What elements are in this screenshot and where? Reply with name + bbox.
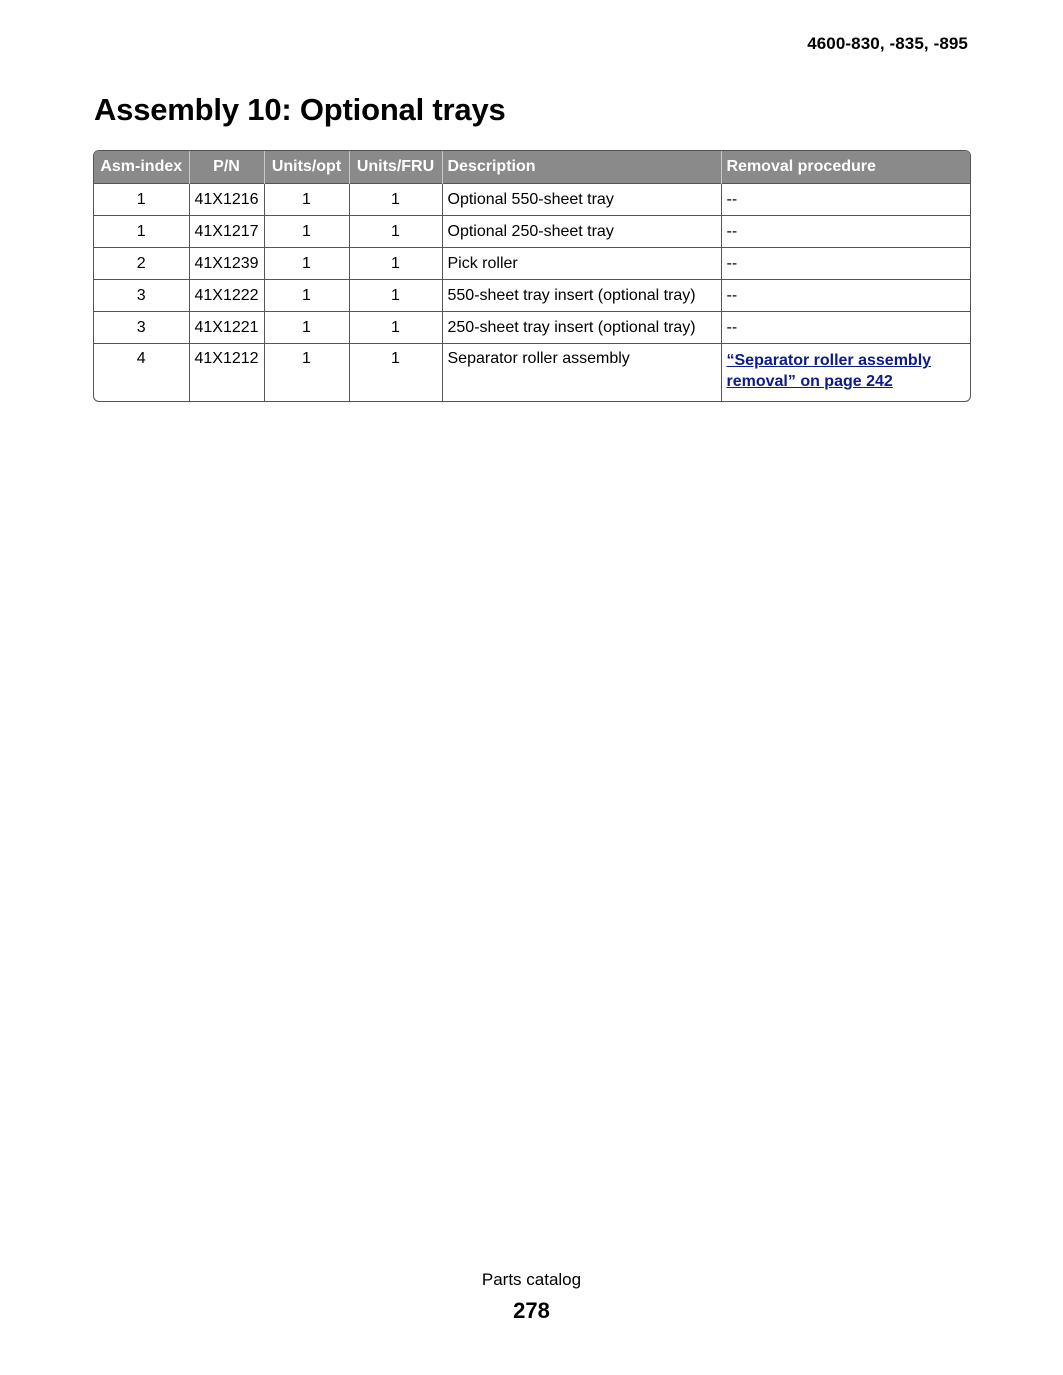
units-fru-cell: 1: [349, 248, 442, 280]
asm-index-cell: 1: [94, 184, 189, 216]
pn-cell: 41X1217: [189, 216, 264, 248]
units-fru-cell: 1: [349, 344, 442, 402]
description-cell: Separator roller assembly: [442, 344, 721, 402]
removal-cell: --: [721, 248, 970, 280]
table-row: [94, 344, 970, 402]
table-row: [94, 280, 970, 312]
column-header-pn: P/N: [189, 151, 264, 184]
removal-cell: --: [721, 312, 970, 344]
asm-index-cell: 1: [94, 216, 189, 248]
pn-cell: 41X1222: [189, 280, 264, 312]
pn-cell: 41X1239: [189, 248, 264, 280]
table-row: [94, 216, 970, 248]
description-cell: 250-sheet tray insert (optional tray): [442, 312, 721, 344]
units-opt-cell: 1: [264, 248, 349, 280]
units-opt-cell: 1: [264, 280, 349, 312]
column-header-units-opt: Units/opt: [264, 151, 349, 184]
footer-section-name: Parts catalog: [481, 1270, 582, 1289]
asm-index-cell: 4: [94, 344, 189, 402]
asm-index-cell: 2: [94, 248, 189, 280]
asm-index-cell: 3: [94, 312, 189, 344]
asm-index-cell: 3: [94, 280, 189, 312]
removal-cell: --: [721, 216, 970, 248]
table-row: [94, 312, 970, 344]
description-cell: 550-sheet tray insert (optional tray): [442, 280, 721, 312]
pn-cell: 41X1212: [189, 344, 264, 402]
column-header-asm-index: Asm-index: [94, 151, 189, 184]
units-fru-cell: 1: [349, 280, 442, 312]
units-fru-cell: 1: [349, 312, 442, 344]
page-number: 278: [513, 1298, 550, 1323]
removal-cell: [721, 344, 970, 402]
table-row: [94, 184, 970, 216]
description-cell: Optional 550-sheet tray: [442, 184, 721, 216]
page-title: Assembly 10: Optional trays: [94, 92, 506, 127]
parts-table: [93, 150, 971, 402]
column-header-removal-procedure: Removal procedure: [721, 151, 970, 184]
units-fru-cell: 1: [349, 184, 442, 216]
units-opt-cell: 1: [264, 216, 349, 248]
units-opt-cell: 1: [264, 344, 349, 402]
pn-cell: 41X1216: [189, 184, 264, 216]
removal-procedure-link[interactable]: “Separator roller assembly removal” on page 242: [726, 352, 932, 390]
column-header-description: Description: [442, 151, 721, 184]
description-cell: Pick roller: [442, 248, 721, 280]
table-header-row: [94, 151, 970, 184]
description-cell: Optional 250-sheet tray: [442, 216, 721, 248]
document-model-header: 4600-830, -835, -895: [807, 34, 968, 53]
units-opt-cell: 1: [264, 312, 349, 344]
removal-cell: --: [721, 184, 970, 216]
removal-cell: --: [721, 280, 970, 312]
pn-cell: 41X1221: [189, 312, 264, 344]
column-header-units-fru: Units/FRU: [349, 151, 442, 184]
units-opt-cell: 1: [264, 184, 349, 216]
units-fru-cell: 1: [349, 216, 442, 248]
table-row: [94, 248, 970, 280]
